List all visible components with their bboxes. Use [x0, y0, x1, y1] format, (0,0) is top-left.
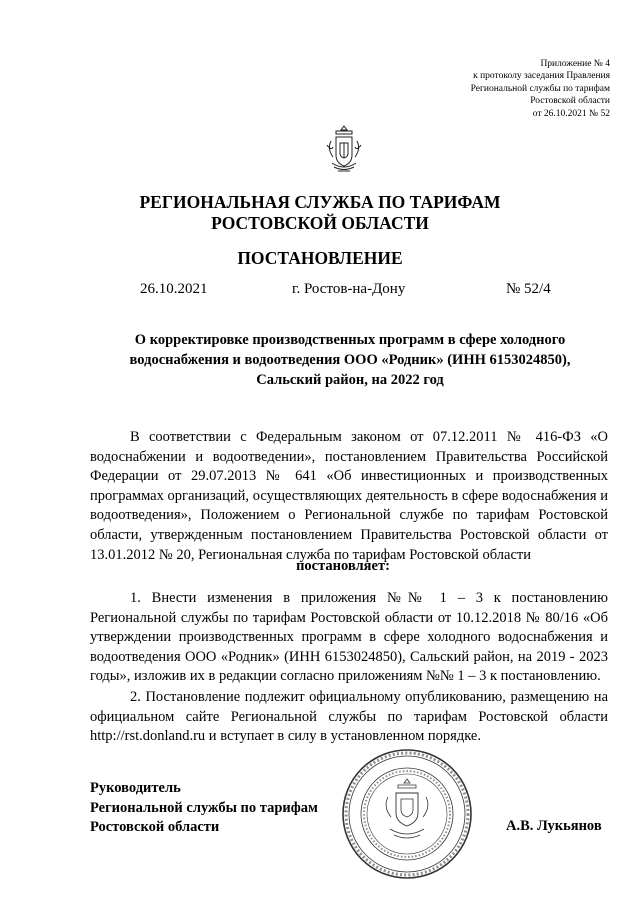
appendix-line: к протоколу заседания Правления — [473, 71, 610, 82]
official-seal-icon — [340, 747, 474, 881]
signatory-title — [90, 779, 318, 838]
document-city: г. Ростов-на-Дону — [292, 281, 406, 297]
document-number: № 52/4 — [506, 281, 551, 297]
subject-line: водоснабжения и водоотведения ООО «Родник» (ИНН 6153024850), — [129, 352, 571, 368]
signatory-title-line: Ростовской области — [90, 819, 220, 836]
appendix-note — [471, 58, 610, 120]
appendix-line: Приложение № 4 — [540, 59, 610, 69]
document-type: ПОСТАНОВЛЕНИЕ — [237, 248, 403, 268]
item-2-paragraph: 2. Постановление подлежит официальному опубликованию, размещению на официальном сайте Региональной службы по тарифам Ростовской области http://rst.donland.ru и вступает в силу в установленном порядке. — [90, 689, 608, 745]
coat-of-arms-icon — [322, 123, 366, 175]
subject-line: О корректировке производственных программ в сфере холодного — [134, 332, 566, 348]
decree-word: постановляет: — [296, 558, 390, 574]
org-line: РОСТОВСКОЙ ОБЛАСТИ — [211, 213, 429, 233]
org-line: РЕГИОНАЛЬНАЯ СЛУЖБА ПО ТАРИФАМ — [139, 192, 501, 212]
document-subject — [60, 330, 640, 390]
preamble-paragraph: В соответствии с Федеральным законом от 07.12.2011 № 416-ФЗ «О водоснабжении и водоотведении», постановлением Правительства Российской Федерации от 29.07.2013 № 641 «Об инвестиционных и производственных программах организаций, осуществляющих деятельность в сфере водоснабжения и водоотведения», Положением о Региональной службе по тарифам Ростовской области, утвержденным постановлением Правительства Ростовской области от 13.01.2012 № 20, Региональная служба по тарифам Ростовской области — [90, 429, 608, 563]
appendix-line: от 26.10.2021 № 52 — [532, 108, 610, 119]
appendix-line: Ростовской области — [530, 96, 610, 107]
organization-name — [0, 192, 640, 234]
signatory-name: А.В. Лукьянов — [506, 818, 602, 834]
document-date: 26.10.2021 — [140, 281, 208, 297]
subject-line: Сальский район, на 2022 год — [256, 372, 444, 388]
signatory-title-line: Руководитель — [90, 780, 181, 796]
signatory-title-line: Региональной службы по тарифам — [90, 799, 318, 816]
appendix-line: Региональной службы по тарифам — [470, 83, 610, 94]
item-1-paragraph: 1. Внести изменения в приложения №№ 1 – 3 к постановлению Региональной службы по тарифам Ростовской области от 10.12.2018 № 80/16 «Об утверждении производственных программ в сфере холодного водоснабжения и водоотведения ООО «Родник» (ИНН 6153024850), Сальский район, на 2019 - 2023 годы», изложив их в редакции согласно приложениям №№ 1 – 3 к постановлению. — [90, 590, 608, 685]
